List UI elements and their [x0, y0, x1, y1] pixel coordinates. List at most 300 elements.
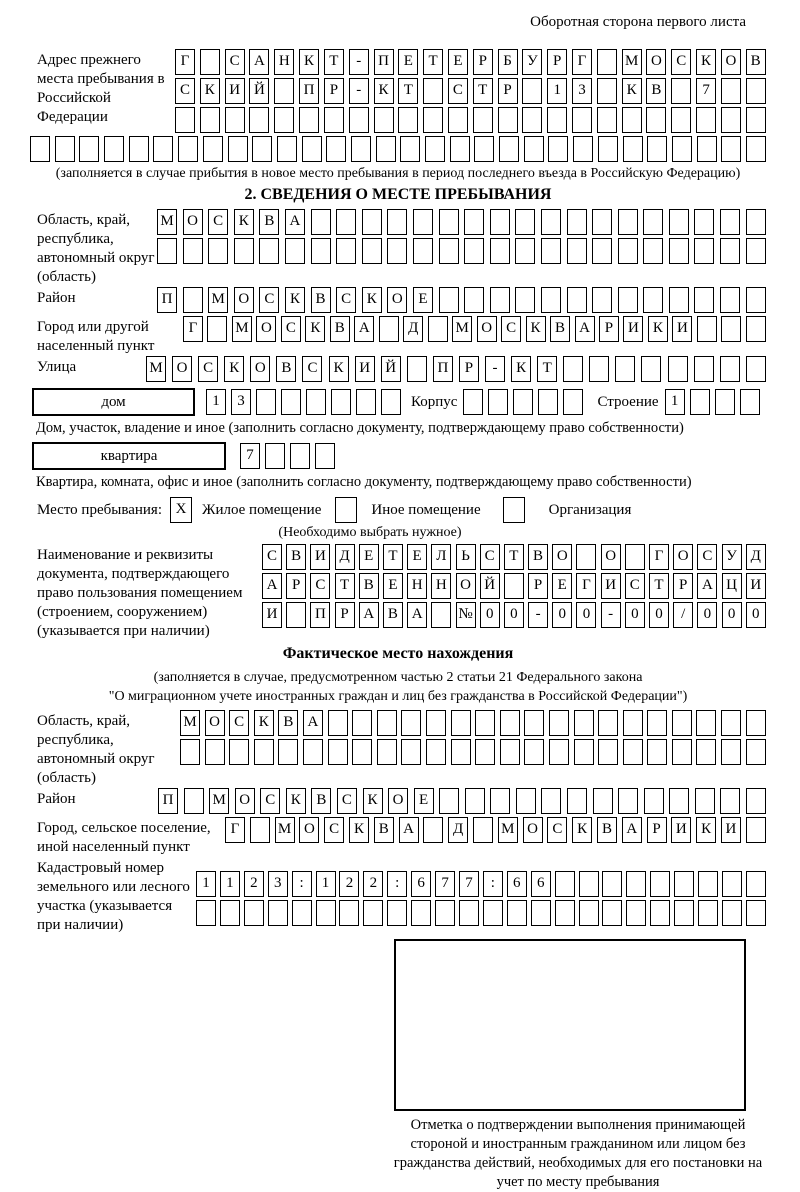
char-cell — [555, 900, 575, 926]
char-cell — [328, 710, 348, 736]
char-cell: Е — [552, 573, 572, 599]
region-row-1 — [157, 209, 766, 235]
char-cell: С — [302, 356, 322, 382]
document-group — [30, 544, 766, 641]
char-cell: 7 — [459, 871, 479, 897]
char-cell — [175, 107, 195, 133]
char-cell: О — [673, 544, 693, 570]
char-cell: К — [200, 78, 220, 104]
char-cell — [746, 136, 766, 162]
char-cell — [450, 136, 470, 162]
district-row — [157, 287, 766, 313]
char-cell: Т — [335, 573, 355, 599]
char-cell — [400, 136, 420, 162]
char-cell: К — [285, 287, 305, 313]
char-cell — [746, 287, 766, 313]
char-cell: 6 — [507, 871, 527, 897]
char-cell: О — [205, 710, 225, 736]
char-cell — [459, 900, 479, 926]
char-cell: В — [311, 788, 331, 814]
char-cell: Т — [649, 573, 669, 599]
prev-address-row-3 — [175, 107, 766, 133]
char-cell: : — [292, 871, 312, 897]
char-cell — [597, 49, 617, 75]
char-cell — [302, 136, 322, 162]
char-cell — [746, 209, 766, 235]
char-cell: П — [433, 356, 453, 382]
region-label: Область, край, республика, автономный округ (область) — [37, 212, 155, 285]
char-cell: В — [528, 544, 548, 570]
char-cell — [285, 238, 305, 264]
char-cell: 7 — [240, 443, 260, 469]
char-cell — [387, 209, 407, 235]
char-cell — [618, 209, 638, 235]
char-cell: С — [260, 788, 280, 814]
char-cell: Р — [324, 78, 344, 104]
char-cell — [721, 739, 741, 765]
actual-district-group — [30, 788, 766, 817]
char-cell: Р — [673, 573, 693, 599]
char-cell — [265, 443, 285, 469]
char-cell — [576, 544, 596, 570]
char-cell: Б — [498, 49, 518, 75]
document-label: Наименование и реквизиты документа, подтверждающего право пользования помещением (строением, сооружением) (указывается при наличии) — [37, 547, 243, 639]
char-cell: В — [286, 544, 306, 570]
char-cell: Р — [459, 356, 479, 382]
char-cell — [541, 209, 561, 235]
char-cell: А — [303, 710, 323, 736]
char-cell — [549, 739, 569, 765]
char-cell — [439, 209, 459, 235]
char-cell — [426, 739, 446, 765]
char-cell — [490, 788, 510, 814]
region-row-2 — [157, 238, 766, 264]
char-cell — [563, 389, 583, 415]
char-cell: О — [256, 316, 276, 342]
char-cell: 0 — [649, 602, 669, 628]
char-cell — [626, 871, 646, 897]
char-cell: М — [452, 316, 472, 342]
char-cell: О — [234, 287, 254, 313]
char-cell — [647, 710, 667, 736]
cadastral-group — [30, 857, 766, 935]
char-cell: О — [183, 209, 203, 235]
char-cell — [205, 739, 225, 765]
char-cell: С — [671, 49, 691, 75]
char-cell: С — [208, 209, 228, 235]
char-cell — [647, 136, 667, 162]
char-cell: 0 — [480, 602, 500, 628]
char-cell — [589, 356, 609, 382]
char-cell — [229, 739, 249, 765]
char-cell: Д — [746, 544, 766, 570]
char-cell: К — [648, 316, 668, 342]
char-cell: 2 — [339, 871, 359, 897]
char-cell — [690, 389, 710, 415]
char-cell: М — [180, 710, 200, 736]
char-cell — [451, 710, 471, 736]
char-cell — [698, 871, 718, 897]
char-cell — [715, 389, 735, 415]
char-cell — [377, 710, 397, 736]
char-cell — [252, 136, 272, 162]
char-cell — [721, 107, 741, 133]
char-cell: С — [175, 78, 195, 104]
char-cell — [722, 871, 742, 897]
char-cell — [694, 238, 714, 264]
char-cell: М — [498, 817, 518, 843]
char-cell — [721, 710, 741, 736]
char-cell — [423, 78, 443, 104]
char-cell — [234, 238, 254, 264]
char-cell — [623, 739, 643, 765]
char-cell: С — [448, 78, 468, 104]
char-cell: С — [229, 710, 249, 736]
char-cell — [376, 136, 396, 162]
char-cell: П — [299, 78, 319, 104]
char-cell: А — [354, 316, 374, 342]
char-cell: Е — [383, 573, 403, 599]
char-cell — [474, 136, 494, 162]
char-cell — [488, 389, 508, 415]
char-cell: 0 — [625, 602, 645, 628]
char-cell: К — [696, 817, 716, 843]
char-cell — [618, 788, 638, 814]
char-cell: М — [232, 316, 252, 342]
char-cell: Г — [649, 544, 669, 570]
char-cell: 1 — [206, 389, 226, 415]
stay-type-checkbox-residential: X — [170, 497, 192, 523]
char-cell: О — [456, 573, 476, 599]
stroenie-cells — [665, 389, 760, 415]
char-cell — [643, 209, 663, 235]
char-cell — [643, 238, 663, 264]
char-cell — [268, 900, 288, 926]
char-cell — [567, 788, 587, 814]
char-cell: С — [336, 287, 356, 313]
char-cell — [498, 107, 518, 133]
char-cell — [228, 136, 248, 162]
char-cell — [356, 389, 376, 415]
document-row-2 — [262, 573, 766, 599]
document-row-3 — [262, 602, 766, 628]
char-cell: О — [235, 788, 255, 814]
char-cell: Г — [175, 49, 195, 75]
char-cell: М — [208, 287, 228, 313]
char-cell — [377, 739, 397, 765]
char-cell — [311, 209, 331, 235]
actual-region-group — [30, 710, 766, 788]
char-cell — [694, 209, 714, 235]
char-cell — [672, 136, 692, 162]
char-cell — [401, 710, 421, 736]
char-cell — [597, 78, 617, 104]
char-cell: С — [281, 316, 301, 342]
char-cell: Е — [414, 788, 434, 814]
char-cell: Т — [504, 544, 524, 570]
char-cell: А — [399, 817, 419, 843]
char-cell — [351, 136, 371, 162]
char-cell: Г — [576, 573, 596, 599]
char-cell — [549, 710, 569, 736]
char-cell — [650, 900, 670, 926]
char-cell — [349, 107, 369, 133]
char-cell — [423, 817, 443, 843]
char-cell: А — [249, 49, 269, 75]
korpus-label: Корпус — [411, 393, 458, 410]
char-cell — [180, 739, 200, 765]
char-cell — [381, 389, 401, 415]
char-cell — [598, 136, 618, 162]
char-cell — [207, 316, 227, 342]
char-cell: Й — [381, 356, 401, 382]
char-cell: С — [547, 817, 567, 843]
char-cell — [541, 788, 561, 814]
char-cell — [316, 900, 336, 926]
char-cell — [697, 136, 717, 162]
char-cell — [413, 238, 433, 264]
char-cell: 1 — [665, 389, 685, 415]
page-side-note: Оборотная сторона первого листа — [530, 14, 746, 30]
char-cell — [153, 136, 173, 162]
char-cell — [592, 209, 612, 235]
char-cell — [178, 136, 198, 162]
char-cell — [669, 238, 689, 264]
char-cell — [352, 710, 372, 736]
char-cell: Г — [183, 316, 203, 342]
char-cell: В — [311, 287, 331, 313]
char-cell — [602, 871, 622, 897]
char-cell — [311, 238, 331, 264]
char-cell — [671, 78, 691, 104]
char-cell — [746, 900, 766, 926]
char-cell — [746, 78, 766, 104]
char-cell — [306, 389, 326, 415]
char-cell — [531, 900, 551, 926]
district-group — [30, 287, 766, 316]
char-cell: В — [550, 316, 570, 342]
char-cell — [696, 107, 716, 133]
char-cell — [721, 316, 741, 342]
stay-type-option-organization: Организация — [548, 501, 632, 518]
char-cell: В — [646, 78, 666, 104]
char-cell — [104, 136, 124, 162]
char-cell: К — [526, 316, 546, 342]
actual-location-caption-2: "О миграционном учете иностранных граждан и лиц без гражданства в Российской Федерации") — [108, 689, 688, 704]
char-cell: К — [299, 49, 319, 75]
char-cell: : — [483, 871, 503, 897]
char-cell — [398, 107, 418, 133]
char-cell — [464, 209, 484, 235]
char-cell: Г — [225, 817, 245, 843]
char-cell: К — [511, 356, 531, 382]
char-cell — [669, 287, 689, 313]
char-cell — [720, 287, 740, 313]
char-cell — [740, 389, 760, 415]
char-cell: М — [146, 356, 166, 382]
char-cell: 7 — [435, 871, 455, 897]
char-cell — [524, 136, 544, 162]
char-cell — [292, 900, 312, 926]
apartment-row — [30, 441, 766, 471]
char-cell — [567, 287, 587, 313]
char-cell — [671, 107, 691, 133]
char-cell: А — [262, 573, 282, 599]
char-cell: Т — [537, 356, 557, 382]
stay-type-row — [30, 496, 766, 524]
char-cell — [30, 136, 50, 162]
char-cell — [331, 389, 351, 415]
house-caption: Дом, участок, владение и иное (заполнить согласно документу, подтверждающему право собственности) — [36, 420, 684, 436]
char-cell: Р — [528, 573, 548, 599]
char-cell: И — [746, 573, 766, 599]
cadastral-row-1 — [196, 871, 766, 897]
city-label: Город или другой населенный пункт — [37, 319, 155, 354]
char-cell — [695, 788, 715, 814]
char-cell: О — [299, 817, 319, 843]
char-cell — [278, 739, 298, 765]
char-cell — [593, 788, 613, 814]
char-cell — [407, 356, 427, 382]
apartment-caption: Квартира, комната, офис и иное (заполнить согласно документу, подтверждающему право собственности) — [36, 474, 692, 490]
char-cell — [524, 710, 544, 736]
char-cell — [374, 107, 394, 133]
char-cell — [647, 739, 667, 765]
char-cell — [602, 900, 622, 926]
char-cell: К — [329, 356, 349, 382]
char-cell — [623, 710, 643, 736]
char-cell: М — [209, 788, 229, 814]
char-cell: С — [501, 316, 521, 342]
actual-district-row — [158, 788, 766, 814]
char-cell — [567, 238, 587, 264]
char-cell — [598, 710, 618, 736]
char-cell: 6 — [411, 871, 431, 897]
char-cell — [548, 136, 568, 162]
char-cell: Т — [398, 78, 418, 104]
char-cell — [129, 136, 149, 162]
char-cell: 3 — [231, 389, 251, 415]
char-cell — [490, 238, 510, 264]
char-cell: И — [623, 316, 643, 342]
char-cell — [668, 356, 688, 382]
char-cell: С — [259, 287, 279, 313]
char-cell — [203, 136, 223, 162]
char-cell — [720, 238, 740, 264]
char-cell: Р — [335, 602, 355, 628]
char-cell — [618, 238, 638, 264]
char-cell — [720, 788, 740, 814]
house-number-cells — [206, 389, 401, 415]
korpus-cells — [463, 389, 583, 415]
city-group — [30, 316, 766, 356]
char-cell: 0 — [552, 602, 572, 628]
actual-city-row — [225, 817, 766, 843]
char-cell: Д — [403, 316, 423, 342]
char-cell: 0 — [697, 602, 717, 628]
char-cell — [473, 817, 493, 843]
char-cell: В — [383, 602, 403, 628]
prev-address-row-2 — [175, 78, 766, 104]
char-cell — [196, 900, 216, 926]
char-cell — [79, 136, 99, 162]
char-cell: - — [601, 602, 621, 628]
char-cell — [746, 871, 766, 897]
char-cell: О — [172, 356, 192, 382]
char-cell: О — [552, 544, 572, 570]
char-cell: 2 — [244, 871, 264, 897]
char-cell: А — [697, 573, 717, 599]
stay-type-option-other-premises: Иное помещение — [371, 501, 481, 518]
char-cell — [475, 710, 495, 736]
char-cell — [256, 389, 276, 415]
char-cell: О — [646, 49, 666, 75]
char-cell — [694, 287, 714, 313]
char-cell: К — [305, 316, 325, 342]
char-cell — [625, 544, 645, 570]
char-cell — [746, 817, 766, 843]
char-cell — [431, 602, 451, 628]
char-cell — [475, 739, 495, 765]
char-cell — [746, 107, 766, 133]
char-cell — [720, 209, 740, 235]
char-cell — [643, 287, 663, 313]
char-cell: Р — [599, 316, 619, 342]
char-cell — [183, 287, 203, 313]
char-cell — [698, 900, 718, 926]
char-cell: 3 — [268, 871, 288, 897]
document-row-1 — [262, 544, 766, 570]
char-cell: С — [337, 788, 357, 814]
char-cell — [299, 107, 319, 133]
char-cell — [746, 356, 766, 382]
char-cell — [579, 900, 599, 926]
char-cell — [573, 136, 593, 162]
char-cell: О — [250, 356, 270, 382]
stamp-area — [394, 939, 746, 1111]
char-cell — [336, 238, 356, 264]
char-cell — [541, 238, 561, 264]
char-cell: П — [310, 602, 330, 628]
char-cell: С — [480, 544, 500, 570]
char-cell: А — [622, 817, 642, 843]
char-cell: С — [198, 356, 218, 382]
cadastral-label: Кадастровый номер земельного или лесного участка (указывается при наличии) — [37, 860, 190, 933]
char-cell — [694, 356, 714, 382]
char-cell — [274, 107, 294, 133]
char-cell — [225, 107, 245, 133]
char-cell: К — [224, 356, 244, 382]
char-cell: И — [721, 817, 741, 843]
char-cell: П — [157, 287, 177, 313]
char-cell — [439, 238, 459, 264]
char-cell — [522, 78, 542, 104]
char-cell: К — [349, 817, 369, 843]
char-cell — [574, 710, 594, 736]
char-cell — [674, 871, 694, 897]
char-cell: Й — [480, 573, 500, 599]
prev-address-row-1 — [175, 49, 766, 75]
char-cell — [387, 900, 407, 926]
char-cell — [401, 739, 421, 765]
char-cell: О — [523, 817, 543, 843]
char-cell: С — [310, 573, 330, 599]
char-cell: № — [456, 602, 476, 628]
char-cell — [490, 287, 510, 313]
char-cell — [277, 136, 297, 162]
char-cell: В — [276, 356, 296, 382]
char-cell: К — [622, 78, 642, 104]
